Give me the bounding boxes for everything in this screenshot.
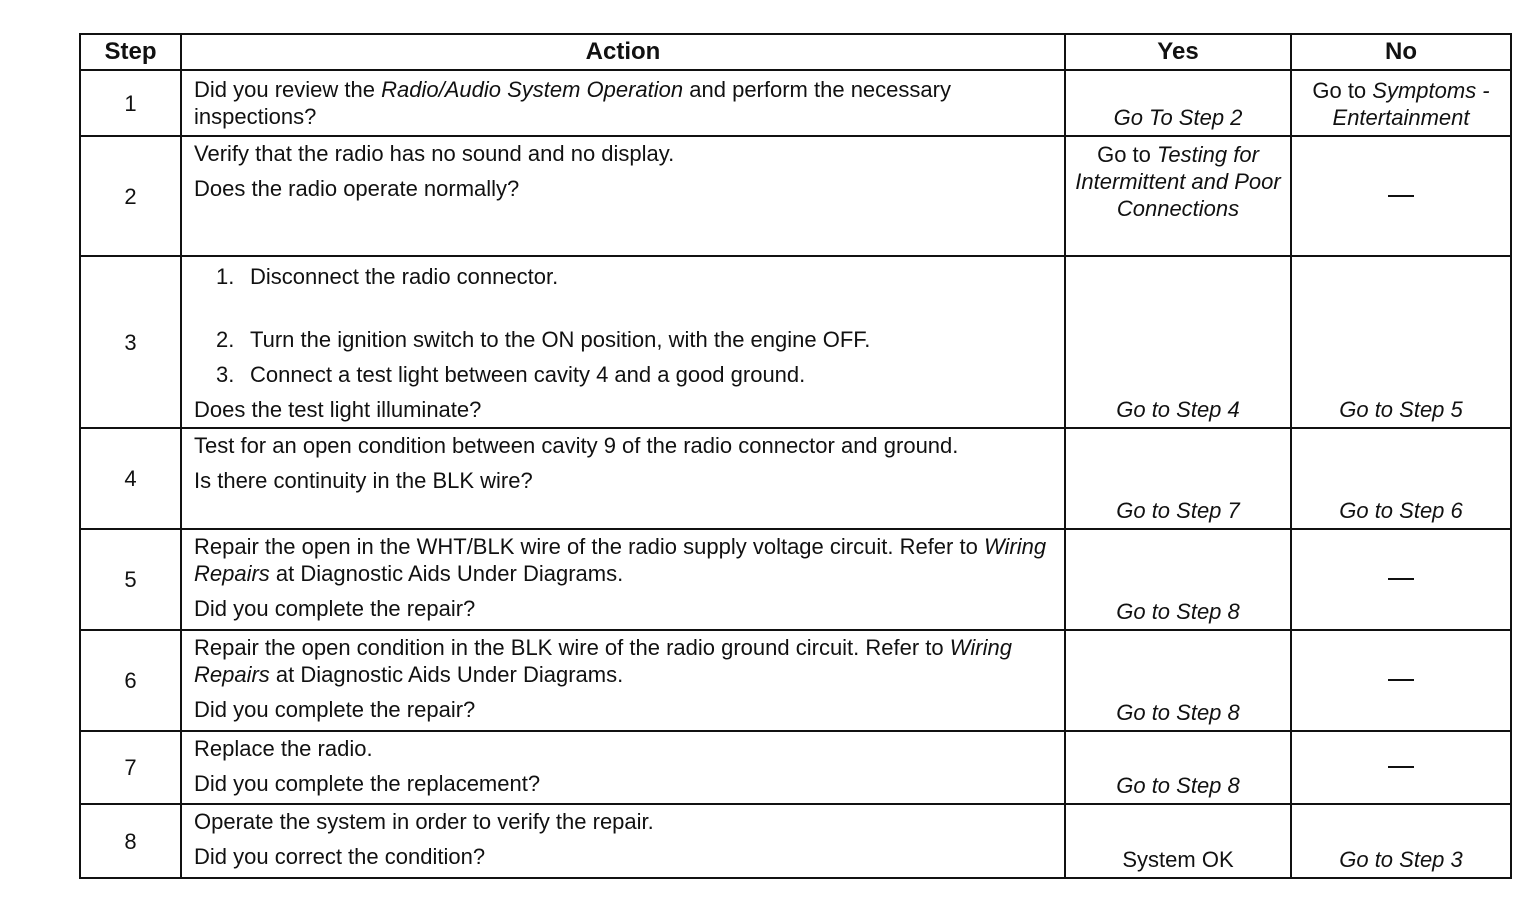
yes-cell: Go to Testing for Intermittent and Poor Connections (1065, 136, 1291, 256)
step-number: 6 (80, 630, 181, 731)
table-row (80, 630, 1511, 731)
step-number: 2 (80, 136, 181, 256)
header-yes: Yes (1065, 34, 1291, 70)
dash-mark (1388, 578, 1414, 580)
action-question: Did you complete the repair? (194, 596, 476, 621)
no-cell (1291, 136, 1511, 256)
action-cell (181, 428, 1065, 529)
action-text: Verify that the radio has no sound and no display. (194, 141, 675, 166)
table-row (80, 70, 1511, 136)
table-row (80, 136, 1511, 256)
list-item: 2. Turn the ignition switch to the ON position, with the engine OFF. (216, 327, 871, 352)
action-cell (181, 136, 1065, 256)
yes-link[interactable]: Go To Step 2 (1113, 105, 1243, 130)
yes-result: System OK (1122, 847, 1234, 872)
yes-link[interactable]: Go to Step 4 (1116, 397, 1240, 422)
dash-mark (1388, 195, 1414, 197)
header-row (80, 34, 1511, 70)
header-step: Step (80, 34, 181, 70)
no-cell (1291, 529, 1511, 630)
table-row (80, 256, 1511, 428)
header-no: No (1291, 34, 1511, 70)
table-row (80, 804, 1511, 878)
list-item: 1. Disconnect the radio connector. (216, 264, 559, 289)
step-number: 3 (80, 256, 181, 428)
action-text: Replace the radio. (194, 736, 373, 761)
action-cell (181, 630, 1065, 731)
no-cell (1291, 256, 1511, 428)
action-question: Did you correct the condition? (194, 844, 486, 869)
yes-cell (1065, 70, 1291, 136)
action-text: Repair the open in the WHT/BLK wire of the radio supply voltage circuit. Refer to Wiring Repairs at Diagnostic Aids Under Diagrams. (194, 534, 1047, 586)
step-number: 8 (80, 804, 181, 878)
no-cell: Go to Symptoms - Entertainment (1291, 70, 1511, 136)
no-cell (1291, 630, 1511, 731)
action-cell (181, 70, 1065, 136)
action-text: Repair the open condition in the BLK wire of the radio ground circuit. Refer to Wiring Repairs at Diagnostic Aids Under Diagrams. (194, 635, 1012, 687)
step-number: 7 (80, 731, 181, 804)
yes-cell (1065, 630, 1291, 731)
no-cell (1291, 428, 1511, 529)
dash-mark (1388, 679, 1414, 681)
header-action: Action (181, 34, 1065, 70)
action-question: Does the test light illuminate? (194, 397, 482, 422)
yes-cell (1065, 529, 1291, 630)
action-text: Did you review the Radio/Audio System Operation and perform the necessary inspections? (194, 77, 951, 129)
list-item: 3. Connect a test light between cavity 4 and a good ground. (216, 362, 806, 387)
action-text: Test for an open condition between cavity 9 of the radio connector and ground. (194, 433, 959, 458)
yes-link[interactable]: Go to Step 8 (1116, 773, 1240, 798)
step-number: 1 (80, 70, 181, 136)
no-cell (1291, 731, 1511, 804)
table-row (80, 428, 1511, 529)
table-row (80, 731, 1511, 804)
step-number: 4 (80, 428, 181, 529)
yes-link[interactable]: Go to Step 8 (1116, 700, 1240, 725)
action-question: Did you complete the repair? (194, 697, 476, 722)
yes-cell (1065, 256, 1291, 428)
no-link[interactable]: Go to Step 5 (1339, 397, 1463, 422)
yes-cell (1065, 731, 1291, 804)
action-question: Did you complete the replacement? (194, 771, 541, 796)
no-link[interactable]: Go to Step 6 (1339, 498, 1463, 523)
yes-cell (1065, 804, 1291, 878)
dash-mark (1388, 766, 1414, 768)
no-link[interactable]: Go to Step 3 (1339, 847, 1463, 872)
step-number: 5 (80, 529, 181, 630)
action-cell (181, 804, 1065, 878)
yes-link[interactable]: Testing for Intermittent and Poor Connections (1075, 142, 1281, 221)
no-cell (1291, 804, 1511, 878)
yes-cell (1065, 428, 1291, 529)
yes-link[interactable]: Go to Step 7 (1116, 498, 1240, 523)
action-cell (181, 256, 1065, 428)
table-row (80, 529, 1511, 630)
action-cell (181, 731, 1065, 804)
action-question: Does the radio operate normally? (194, 176, 520, 201)
action-question: Is there continuity in the BLK wire? (194, 468, 533, 493)
no-link[interactable]: Symptoms - Entertainment (1332, 78, 1490, 130)
yes-link[interactable]: Go to Step 8 (1116, 599, 1240, 624)
diagnostic-table (79, 33, 1512, 879)
action-cell (181, 529, 1065, 630)
action-text: Operate the system in order to verify the repair. (194, 809, 654, 834)
